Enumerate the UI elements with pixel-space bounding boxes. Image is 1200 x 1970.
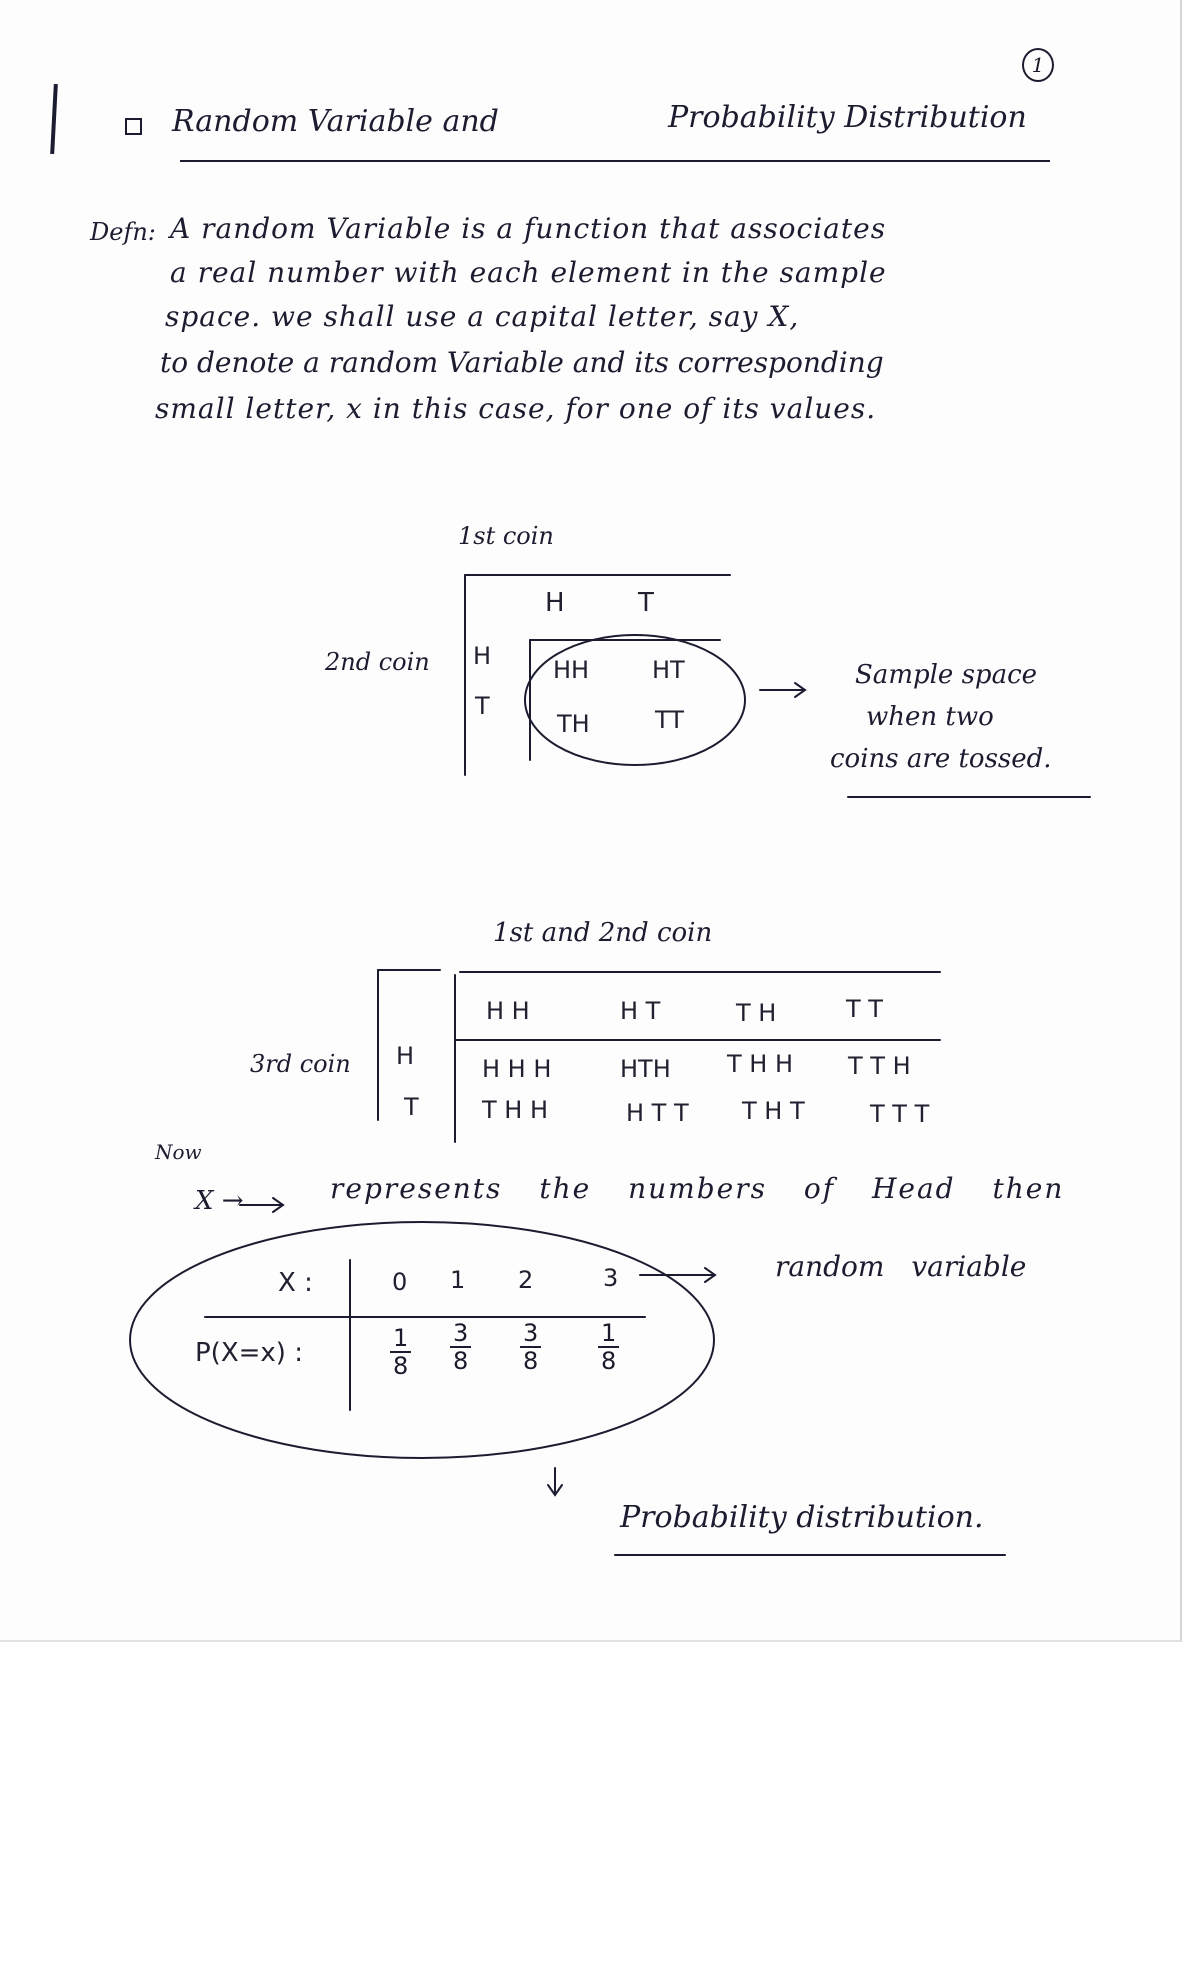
- distribution-x-0: 0: [392, 1268, 408, 1296]
- sample-space-note-3: coins are tossed.: [830, 744, 1052, 774]
- three-coin-top-header: 1st and 2nd coin: [493, 918, 713, 948]
- three-coin-cell-ttt: T T T: [870, 1100, 930, 1128]
- distribution-x-2: 2: [518, 1266, 534, 1294]
- sample-space-note-2: when two: [866, 702, 994, 732]
- three-coin-cell-thh-2: T H H: [482, 1096, 549, 1124]
- probability-0-num: 1: [390, 1325, 411, 1353]
- two-coin-top-header: 1st coin: [458, 522, 554, 550]
- two-coin-row-t: T: [475, 692, 490, 720]
- probability-1-den: 8: [453, 1347, 469, 1375]
- definition-line-2: a real number with each element in the sample: [170, 256, 887, 289]
- two-coin-cell-hh: HH: [553, 656, 590, 684]
- statement-text: represents the numbers of Head then: [330, 1172, 1065, 1205]
- three-coin-cell-tth: T T H: [848, 1052, 911, 1080]
- two-coin-row-h: H: [473, 642, 492, 670]
- definition-line-3: space. we shall use a capital letter, say X,: [165, 300, 800, 333]
- probability-1: [450, 1320, 471, 1374]
- definition-line-4: to denote a random Variable and its corresponding: [160, 346, 884, 379]
- title-underline: [180, 160, 1050, 162]
- distribution-x-label: X :: [278, 1268, 313, 1298]
- two-coin-side-header: 2nd coin: [325, 648, 430, 676]
- probability-3-den: 8: [601, 1347, 617, 1375]
- now-label: Now: [155, 1140, 202, 1164]
- two-coin-col-t: T: [638, 588, 654, 618]
- probability-distribution-annotation: Probability distribution.: [620, 1500, 984, 1535]
- probability-2-den: 8: [523, 1347, 539, 1375]
- definition-line-5: small letter, x in this case, for one of its values.: [155, 392, 877, 425]
- three-coin-col-hh: H H: [486, 997, 530, 1025]
- three-coin-row-h: H: [396, 1042, 415, 1070]
- three-coin-col-th: T H: [736, 999, 777, 1027]
- two-coin-col-h: H: [545, 588, 565, 618]
- three-coin-side-header: 3rd coin: [250, 1050, 351, 1078]
- three-coin-col-ht: H T: [620, 997, 661, 1025]
- distribution-x-3: 3: [603, 1264, 619, 1292]
- probability-3: [598, 1320, 619, 1374]
- x-symbol: X →: [195, 1186, 244, 1216]
- three-coin-cell-hth: HTH: [620, 1055, 671, 1083]
- three-coin-cell-hhh: H H H: [482, 1055, 552, 1083]
- distribution-p-label: P(X=x) :: [195, 1338, 303, 1368]
- sample-space-note-1: Sample space: [855, 660, 1038, 690]
- probability-1-num: 3: [450, 1320, 471, 1348]
- bullet-checkbox-icon: [125, 118, 142, 135]
- three-coin-col-tt: T T: [846, 995, 883, 1023]
- probability-0: [390, 1325, 411, 1379]
- sample-space-ellipse: [525, 635, 745, 765]
- definition-label: Defn:: [90, 218, 156, 246]
- three-coin-cell-tht: T H T: [742, 1097, 805, 1125]
- probability-2: [520, 1320, 541, 1374]
- probability-3-num: 1: [598, 1320, 619, 1348]
- two-coin-cell-tt: TT: [655, 706, 684, 734]
- three-coin-cell-htt: H T T: [626, 1099, 689, 1127]
- title-right: Probability Distribution: [668, 100, 1027, 135]
- definition-line-1: A random Variable is a function that associates: [170, 212, 887, 245]
- two-coin-cell-ht: HT: [652, 656, 685, 684]
- probability-2-num: 3: [520, 1320, 541, 1348]
- two-coin-cell-th: TH: [557, 710, 590, 738]
- distribution-x-1: 1: [450, 1266, 466, 1294]
- three-coin-cell-thh: T H H: [727, 1050, 794, 1078]
- probability-0-den: 8: [393, 1352, 409, 1380]
- page-number: 1: [1022, 48, 1054, 82]
- random-variable-annotation: random variable: [775, 1250, 1027, 1283]
- title-left: Random Variable and: [172, 104, 499, 139]
- three-coin-row-t: T: [404, 1093, 419, 1121]
